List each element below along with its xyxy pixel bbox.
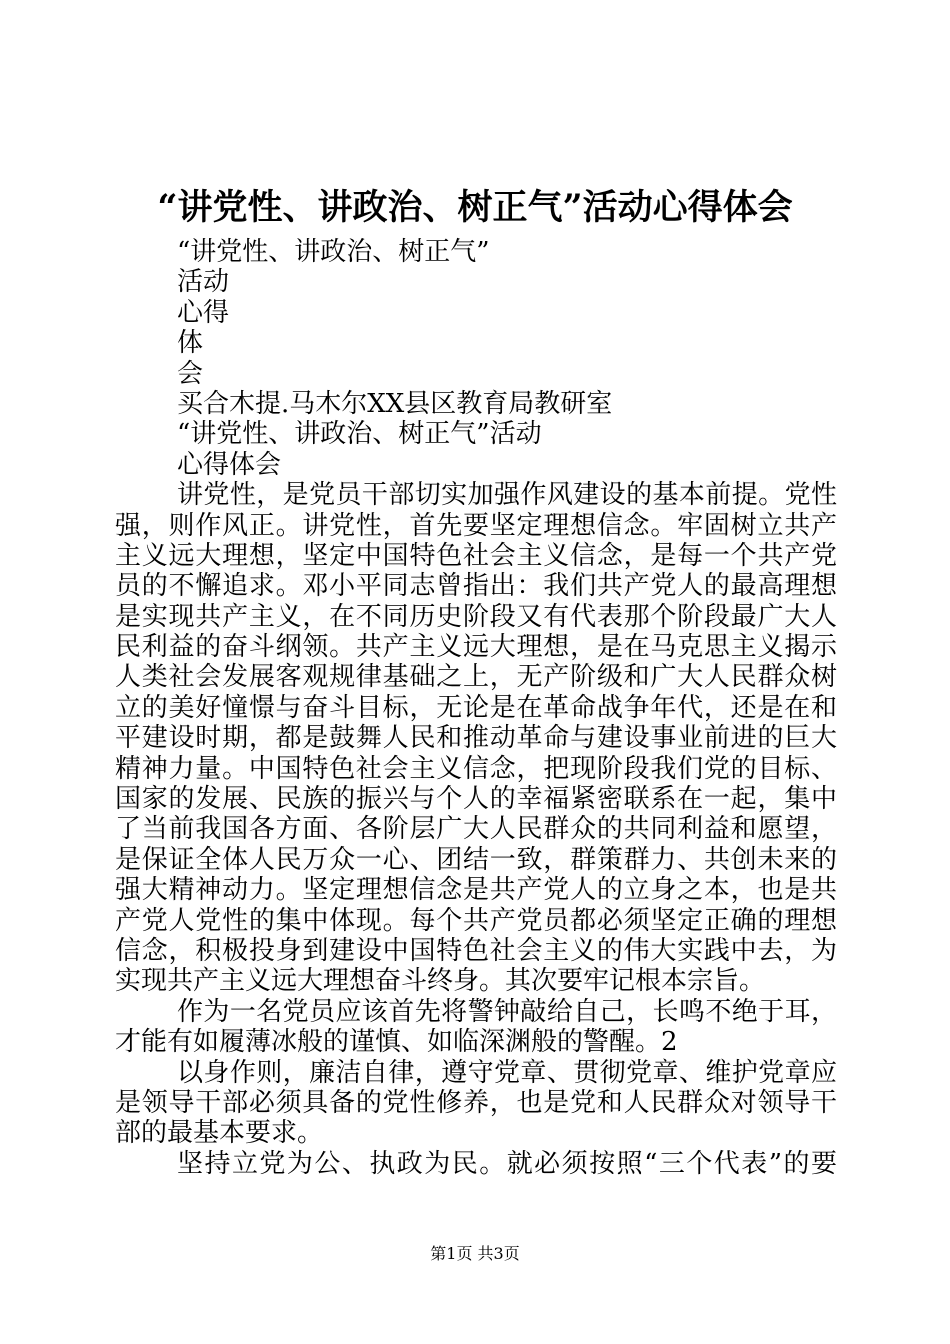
text-line: 信念，积极投身到建设中国特色社会主义的伟大实践中去，为 — [115, 935, 837, 966]
document-body — [115, 237, 837, 1179]
text-line: 主义远大理想，坚定中国特色社会主义信念，是每一个共产党 — [115, 540, 837, 571]
header-line: 体 — [177, 328, 204, 359]
text-line: 民利益的奋斗纲领。共产主义远大理想，是在马克思主义揭示 — [115, 632, 837, 663]
header-line: 心得 — [177, 297, 230, 328]
header-line: “讲党性、讲政治、树正气” — [177, 237, 490, 267]
text-line: 坚持立党为公、执政为民。就必须按照“三个代表”的要 — [177, 1148, 837, 1179]
text-line: 是保证全体人民万众一心、团结一致，群策群力、共创未来的 — [115, 844, 837, 875]
text-line: 精神力量。中国特色社会主义信念，把现阶段我们党的目标、 — [115, 753, 837, 784]
header-line: “讲党性、讲政治、树正气”活动 — [177, 419, 542, 450]
header-line: 活动 — [177, 267, 230, 298]
header-line: 心得体会 — [177, 449, 282, 480]
text-line: 是实现共产主义，在不同历史阶段又有代表那个阶段最广大人 — [115, 601, 837, 632]
paragraph-3 — [115, 1058, 837, 1149]
paragraph-4 — [115, 1149, 837, 1179]
document-title: “讲党性、讲政治、树正气”活动心得体会 — [157, 187, 793, 228]
text-line: 强，则作风正。讲党性，首先要坚定理想信念。牢固树立共产 — [115, 510, 837, 541]
text-line: 以身作则，廉洁自律，遵守党章、贯彻党章、维护党章应 — [177, 1057, 837, 1088]
header-line: 会 — [177, 358, 204, 389]
text-line: 是领导干部必须具备的党性修养，也是党和人民群众对领导干 — [115, 1087, 837, 1118]
page-footer: 第1页 共3页 — [430, 1244, 520, 1263]
text-line: 作为一名党员应该首先将警钟敲给自己，长鸣不绝于耳， — [177, 996, 837, 1027]
text-line: 人类社会发展客观规律基础之上，无产阶级和广大人民群众树 — [115, 662, 837, 693]
paragraph-1 — [115, 480, 837, 997]
text-line: 国家的发展、民族的振兴与个人的幸福紧密联系在一起，集中 — [115, 784, 837, 815]
text-line: 了当前我国各方面、各阶层广大人民群众的共同利益和愿望， — [115, 814, 837, 845]
text-line: 产党人党性的集中体现。每个共产党员都必须坚定正确的理想 — [115, 905, 837, 936]
text-line: 实现共产主义远大理想奋斗终身。其次要牢记根本宗旨。 — [115, 966, 766, 997]
text-line: 员的不懈追求。邓小平同志曾指出：我们共产党人的最高理想 — [115, 571, 837, 602]
header-block — [115, 237, 837, 480]
text-line: 平建设时期，都是鼓舞人民和推动革命与建设事业前进的巨大 — [115, 723, 837, 754]
author-line: 买合木提.马木尔XX县区教育局教研室 — [177, 388, 613, 419]
text-line: 强大精神动力。坚定理想信念是共产党人的立身之本，也是共 — [115, 875, 837, 906]
text-line: 讲党性，是党员干部切实加强作风建设的基本前提。党性 — [177, 480, 837, 511]
text-line: 才能有如履薄冰般的谨慎、如临深渊般的警醒。2 — [115, 1027, 678, 1058]
text-line: 立的美好憧憬与奋斗目标，无论是在革命战争年代，还是在和 — [115, 692, 837, 723]
text-line: 部的最基本要求。 — [115, 1118, 324, 1149]
paragraph-2 — [115, 997, 837, 1058]
